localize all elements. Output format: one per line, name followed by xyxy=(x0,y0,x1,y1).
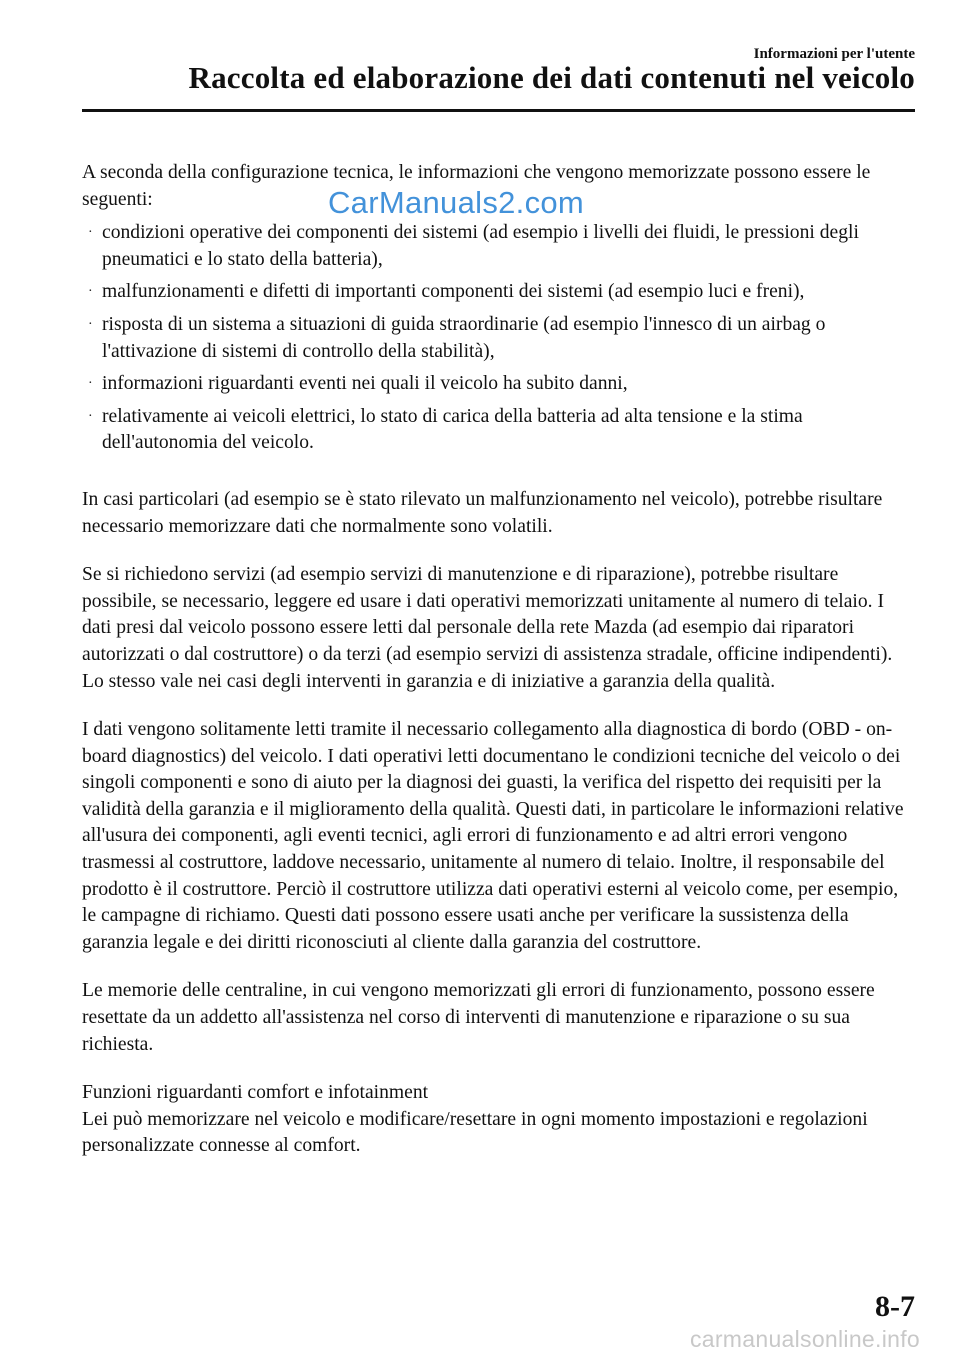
list-item-text: relativamente ai veicoli elettrici, lo stato di carica della batteria ad alta tensione e la stima dell'autonomia del veicolo. xyxy=(102,405,803,454)
bullet-icon: · xyxy=(88,408,93,424)
watermark-site-bottom: carmanualsonline.info xyxy=(689,1326,920,1352)
list-item xyxy=(82,404,916,457)
document-body xyxy=(82,160,916,1160)
section-label: Informazioni per l'utente xyxy=(753,46,915,62)
stored-data-list xyxy=(82,220,916,457)
list-item-text: informazioni riguardanti eventi nei quali il veicolo ha subito danni, xyxy=(102,373,628,395)
list-item-text: malfunzionamenti e difetti di importanti componenti dei sistemi (ad esempio luci e freni), xyxy=(102,281,805,303)
subsection-heading: Funzioni riguardanti comfort e infotainment xyxy=(82,1082,429,1104)
page-number: 8-7 xyxy=(875,1290,915,1323)
paragraph-memory-reset: Le memorie delle centraline, in cui vengono memorizzati gli errori di funzionamento, possono essere resettate da un addetto all'assistenza nel corso di interventi di manutenzione e riparazione o su sua richiesta. xyxy=(82,980,875,1055)
watermark-logo-top: CarManuals2.com xyxy=(328,185,585,220)
bullet-icon: · xyxy=(88,316,93,332)
paragraph-service-read: Se si richiedono servizi (ad esempio servizi di manutenzione e di riparazione), potrebbe risultare possibile, se necessario, leggere ed usare i dati operativi memorizzati unitamente al numero di telaio. I dati presi dal veicolo possono essere letti dal personale della rete Mazda (ad esempio dai riparatori autorizzati o dal costruttore) o da terzi (ad esempio servizi di assistenza stradale, officine indipendenti). Lo stesso vale nei casi degli interventi in garanzia e di iniziative a garanzia della qualità. xyxy=(82,564,893,692)
list-item-text: condizioni operative dei componenti dei sistemi (ad esempio i livelli dei fluidi, le pressioni degli pneumatici e lo stato della batteria), xyxy=(102,222,859,270)
bullet-icon: · xyxy=(88,225,93,241)
list-item xyxy=(82,312,916,365)
list-item-text: risposta di un sistema a situazioni di guida straordinarie (ad esempio l'innesco di un airbag o l'attivazione di sistemi di controllo della stabilità), xyxy=(102,313,826,362)
paragraph-obd-diagnostics: I dati vengono solitamente letti tramite il necessario collegamento alla diagnostica di bordo (OBD - on-board diagnostics) del veicolo. I dati operativi letti documentano le condizioni tecniche del veicolo o dei singoli componenti e sono di aiuto per la diagnosi dei guasti, la verifica del rispetto dei requisiti per la validità della garanzia e il miglioramento della qualità. Questi dati, in particolare le informazioni relative all'usura dei componenti, agli eventi tecnici, agli errori di funzionamento e ad altri errori vengono trasmessi al costruttore, laddove necessario, unitamente al numero di telaio. Inoltre, il responsabile del prodotto è il costruttore. Perciò il costruttore utilizza dati operativi esterni al veicolo come, per esempio, le campagne di richiamo. Questi dati possono essere usati anche per verificare la sussistenza della garanzia legale e dei diritti riconosciuti al cliente dalla garanzia del costruttore. xyxy=(82,719,904,953)
intro-paragraph: A seconda della configurazione tecnica, le informazioni che vengono memorizzate possono essere le seguenti: xyxy=(82,162,871,210)
header-divider xyxy=(82,109,915,112)
subsection-paragraph: Lei può memorizzare nel veicolo e modificare/resettare in ogni momento impostazioni e regolazioni personalizzate connesse al comfort. xyxy=(82,1108,868,1157)
paragraph-volatile-data: In casi particolari (ad esempio se è stato rilevato un malfunzionamento nel veicolo), potrebbe risultare necessario memorizzare dati che normalmente sono volatili. xyxy=(82,488,883,537)
list-item xyxy=(82,220,916,273)
list-item xyxy=(82,279,916,306)
bullet-icon: · xyxy=(88,376,93,392)
list-item xyxy=(82,371,916,398)
page-title: Raccolta ed elaborazione dei dati contenuti nel veicolo xyxy=(188,60,915,95)
bullet-icon: · xyxy=(88,284,93,300)
